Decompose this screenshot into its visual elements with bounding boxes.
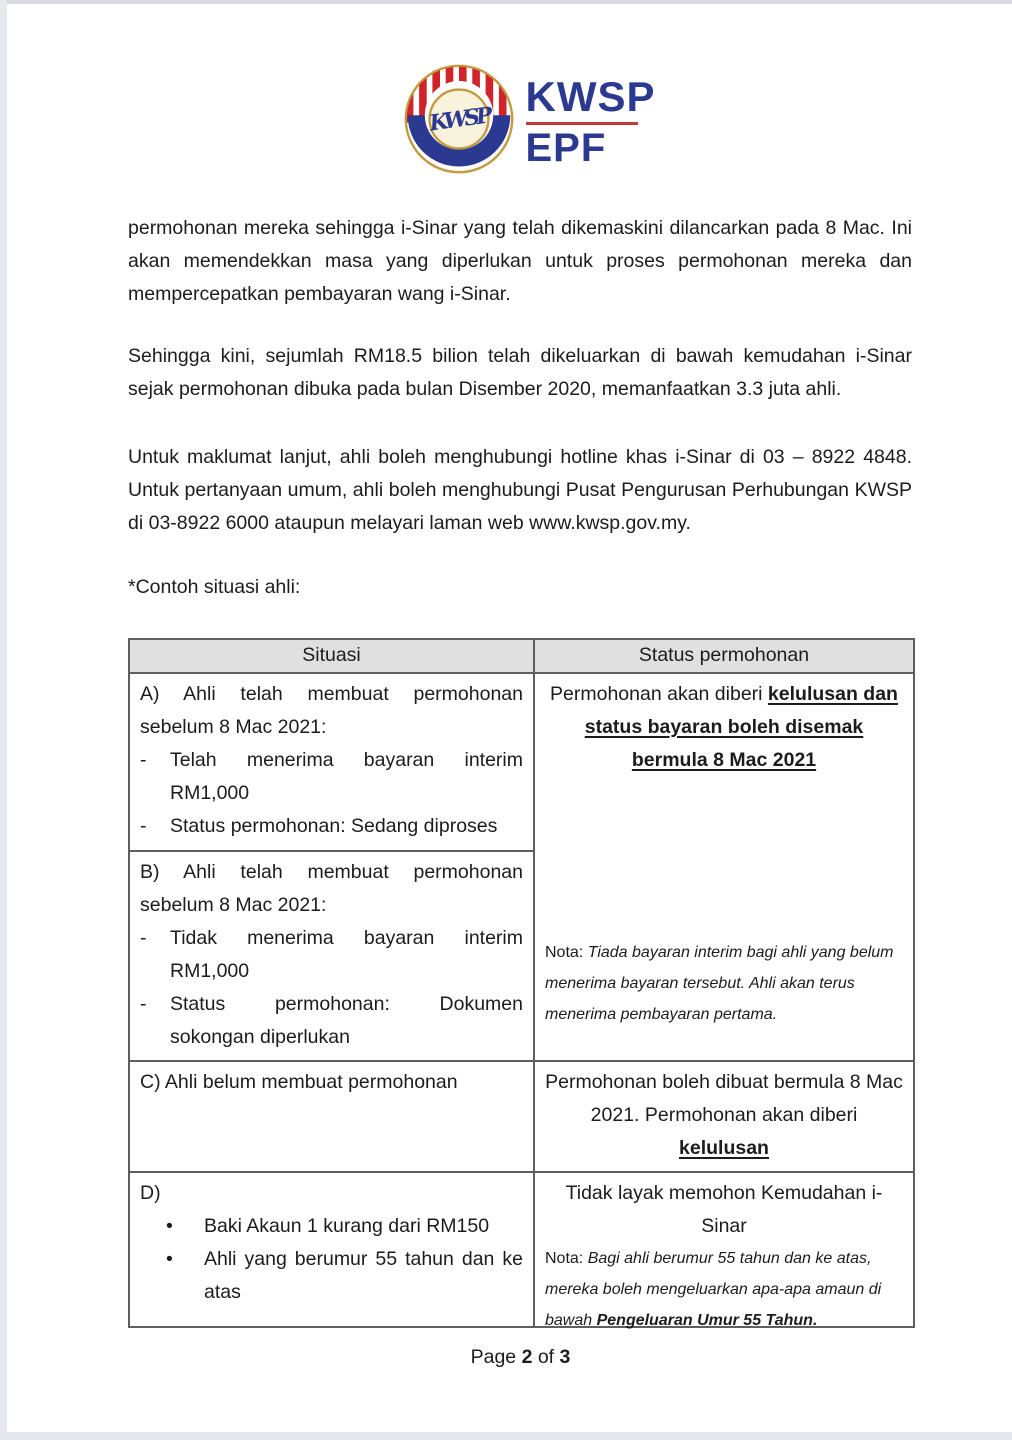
table-header-row [129, 639, 914, 673]
situation-b-item-2: - Status permohonan: Dokumen sokongan diperlukan [140, 988, 523, 1054]
situation-a-cell [129, 673, 534, 851]
status-d-nota: Nota: Bagi ahli berumur 55 tahun dan ke atas, mereka boleh mengeluarkan apa-apa amaun di bawah Pengeluaran Umur 55 Tahun. [545, 1250, 882, 1329]
paragraph-2: Sehingga kini, sejumlah RM18.5 bilion telah dikeluarkan di bawah kemudahan i-Sinar sejak permohonan dibuka pada bulan Disember 2020, memanfaatkan 3.3 juta ahli. [128, 345, 912, 400]
status-d-cell [534, 1172, 914, 1327]
situation-d-label: D) [140, 1182, 161, 1204]
bullet-marker: • [166, 1248, 173, 1270]
situation-a-item-2: - Status permohonan: Sedang diproses [140, 810, 523, 843]
situation-a-item-1: - Telah menerima bayaran interim RM1,000 [140, 744, 523, 810]
situation-b-cell [129, 851, 534, 1061]
emblem-monogram: KWSP [427, 102, 490, 137]
header-situasi: Situasi [129, 639, 534, 673]
footer-of-word: of [532, 1346, 560, 1368]
kwsp-epf-logo [136, 62, 921, 176]
header-status-permohonan: Status permohonan [534, 639, 914, 673]
bullet-marker: • [166, 1215, 173, 1237]
status-d-text: Tidak layak memohon Kemudahan i-Sinar [565, 1182, 883, 1237]
status-ab-text: Permohonan akan diberi kelulusan dan status bayaran boleh disemak bermula 8 Mac 2021 [550, 683, 898, 771]
status-ab-emphasis: kelulusan dan status bayaran boleh disemak bermula 8 Mac 2021 [584, 683, 898, 771]
situation-d-item-2: • Ahli yang berumur 55 tahun dan ke atas [140, 1243, 523, 1309]
situation-a-title: A) Ahli telah membuat permohonan sebelum 8 Mac 2021: [140, 683, 523, 738]
situation-d-cell [129, 1172, 534, 1327]
nota-d-bold: Pengeluaran Umur 55 Tahun. [596, 1312, 818, 1329]
logo-red-rule [526, 122, 638, 125]
table-row-a [129, 673, 914, 851]
dash-marker: - [140, 993, 147, 1015]
logo-epf-text: EPF [525, 126, 607, 170]
situation-b-title: B) Ahli telah membuat permohonan sebelum 8 Mac 2021: [140, 861, 523, 916]
paragraph-3: Untuk maklumat lanjut, ahli boleh menghubungi hotline khas i-Sinar di 03 – 8922 4848. Untuk pertanyaan umum, ahli boleh menghubungi Pusat Pengurusan Perhubungan KWSP di 03-8922 6000 ataupun melayari laman web www.kwsp.gov.my. [128, 446, 912, 534]
nota-label: Nota: [545, 1250, 588, 1267]
dash-marker: - [140, 815, 147, 837]
dash-marker: - [140, 749, 147, 771]
status-ab-nota: Nota: Tiada bayaran interim bagi ahli yang belum menerima bayaran tersebut. Ahli akan terus menerima pembayaran pertama. [545, 944, 894, 1023]
situation-status-table [128, 638, 915, 1328]
table-row-c [129, 1061, 914, 1172]
contoh-situasi-label: *Contoh situasi ahli: [128, 576, 301, 598]
status-ab-cell [534, 673, 914, 1061]
situation-b-item-1: - Tidak menerima bayaran interim RM1,000 [140, 922, 523, 988]
table-row-d [129, 1172, 914, 1327]
photo-edge-top [0, 0, 1012, 4]
kwsp-emblem-icon [402, 62, 516, 176]
status-c-cell: Permohonan boleh dibuat bermula 8 Mac 2021. Permohonan akan diberi kelulusan [534, 1061, 914, 1172]
photo-edge-bottom [0, 1432, 1012, 1440]
paragraph-1: permohonan mereka sehingga i-Sinar yang telah dikemaskini dilancarkan pada 8 Mac. Ini akan memendekkan masa yang diperlukan untuk proses permohonan mereka dan mempercepatkan pembayaran wang i-Sinar. [128, 217, 912, 305]
footer-current-page: 2 [521, 1346, 533, 1368]
page-footer [128, 1346, 913, 1369]
footer-total-pages: 3 [559, 1346, 571, 1368]
nota-label: Nota: [545, 944, 588, 961]
logo-wordmark [526, 62, 656, 176]
situation-d-item-1: • Baki Akaun 1 kurang dari RM150 [140, 1210, 523, 1243]
photo-edge-left [0, 0, 7, 1440]
situation-c-title: C) Ahli belum membuat permohonan [140, 1071, 458, 1093]
footer-page-word: Page [470, 1346, 522, 1368]
logo-kwsp-text: KWSP [525, 73, 656, 120]
situation-c-cell [129, 1061, 534, 1172]
dash-marker: - [140, 927, 147, 949]
status-c-emphasis: kelulusan [679, 1137, 769, 1159]
